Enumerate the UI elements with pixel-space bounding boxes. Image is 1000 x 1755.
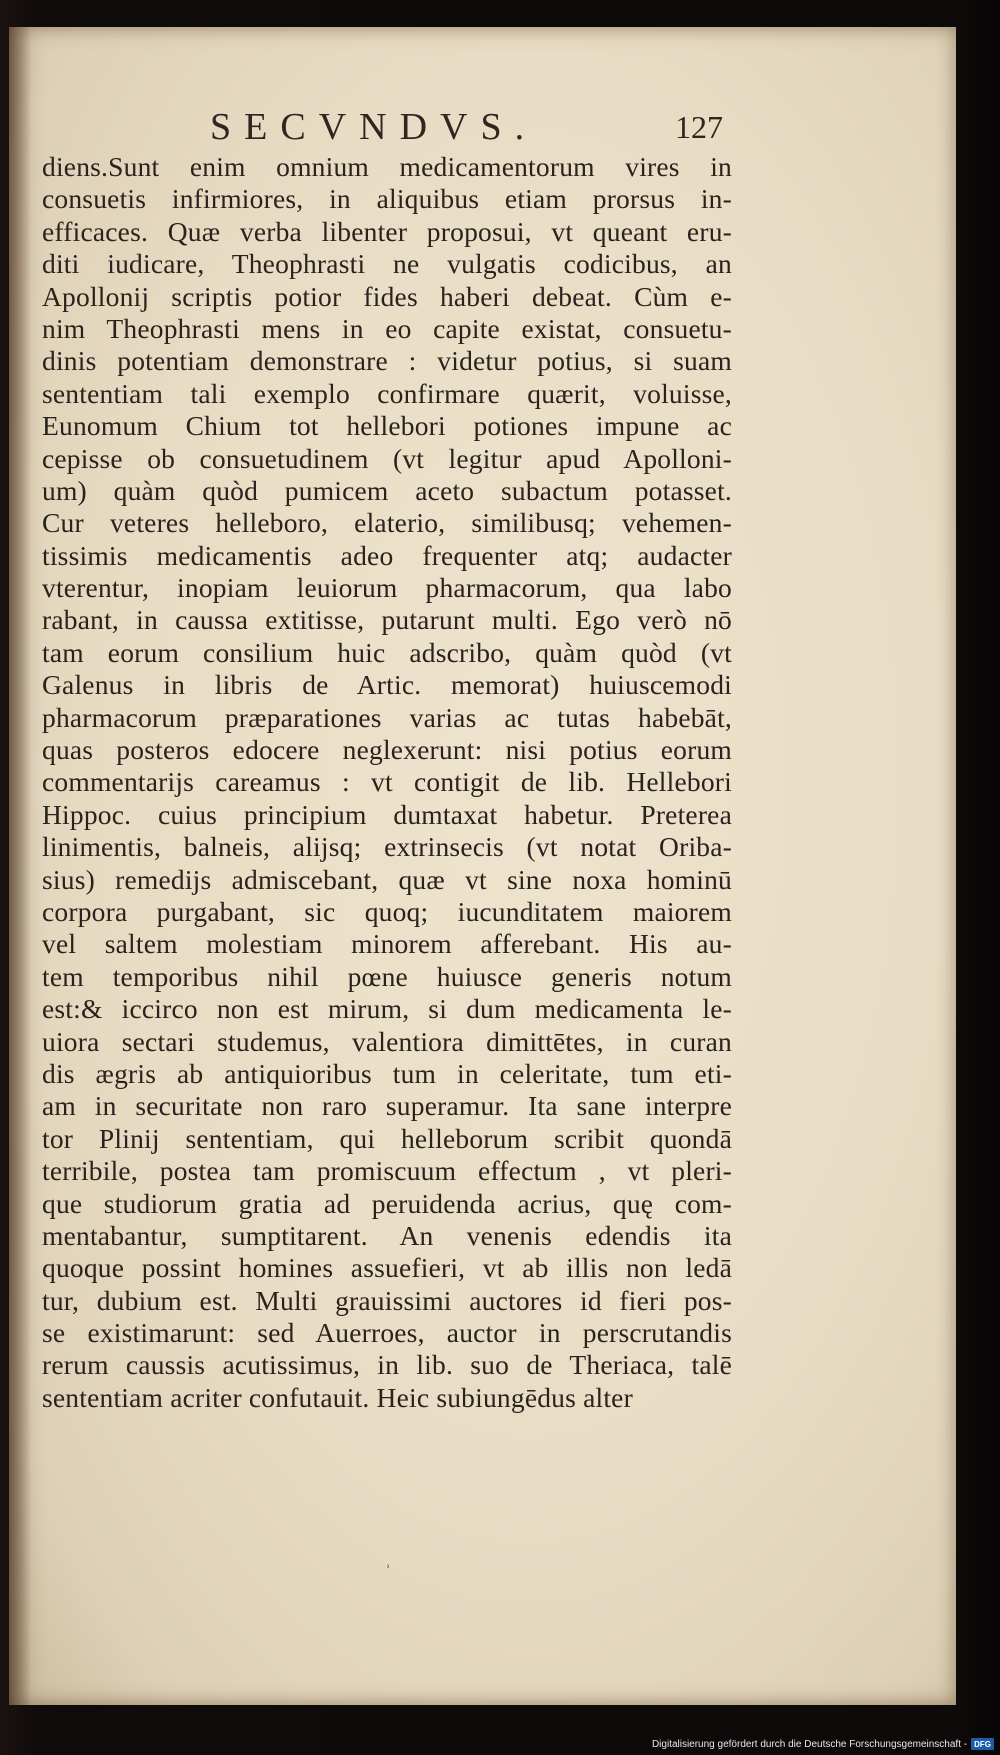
text-line: commentarijs careamus : vt contigit de lib. Hellebori (42, 766, 732, 798)
footer-credit: Digitalisierung gefördert durch die Deutsche Forschungsgemeinschaft - (651, 1738, 968, 1750)
text-line: diti iudicare, Theophrasti ne vulgatis codicibus, an (42, 248, 732, 280)
text-line: dis ægris ab antiquioribus tum in celeritate, tum eti- (42, 1057, 732, 1089)
text-line: rerum caussis acutissimus, in lib. suo de Theriaca, talē (42, 1349, 732, 1381)
text-line: vterentur, inopiam leuiorum pharmacorum, qua labo (42, 572, 732, 604)
text-line: mentabantur, sumptitarent. An venenis edendis ita (42, 1219, 732, 1251)
page-number: 127 (675, 109, 723, 145)
text-line: tissimis medicamentis adeo frequenter atq; audacter (42, 539, 732, 571)
text-line: dinis potentiam demonstrare : videtur potius, si suam (42, 345, 732, 377)
text-line: diens.Sunt enim omnium medicamentorum vires in (42, 151, 732, 182)
text-line: est:& iccirco non est mirum, si dum medicamenta le- (42, 993, 732, 1025)
text-line: rabant, in caussa extitisse, putarunt multi. Ego verò nō (42, 604, 732, 636)
text-line: pharmacorum præparationes varias ac tutas habebāt, (42, 701, 732, 733)
text-line: am in securitate non raro superamur. Ita sane interpre (42, 1090, 732, 1122)
digitization-footer (600, 1736, 994, 1752)
body-text (42, 151, 732, 1414)
text-line: quas posteros edocere neglexerunt: nisi potius eorum (42, 734, 732, 766)
text-line: se existimarunt: sed Auerroes, auctor in perscrutandis (42, 1317, 732, 1349)
text-line: um) quàm quòd pumicem aceto subactum potasset. (42, 474, 732, 506)
text-line: terribile, postea tam promiscuum effectum , vt pleri- (42, 1155, 732, 1187)
text-line: linimentis, balneis, alijsq; extrinsecis (vt notat Oriba- (42, 831, 732, 863)
running-head-title: SECVNDVS. (210, 106, 538, 148)
text-line: corpora purgabant, sic quoq; iucunditatem maiorem (42, 895, 732, 927)
text-line: efficaces. Quæ verba libenter proposui, vt queant eru- (42, 215, 732, 247)
text-line: sententiam tali exemplo confirmare quærit, voluisse, (42, 377, 732, 409)
running-head (0, 105, 1000, 155)
text-line: sius) remedijs admiscebant, quæ vt sine noxa hominū (42, 863, 732, 895)
text-line: tem temporibus nihil pœne huiusce generis notum (42, 960, 732, 992)
text-line: tam eorum consilium huic adscribo, quàm quòd (vt (42, 636, 732, 668)
text-line: sententiam acriter confutauit. Heic subiungēdus alter (42, 1381, 633, 1413)
text-line: nim Theophrasti mens in eo capite existat, consuetu- (42, 312, 732, 344)
ink-spot: ˒ (385, 1553, 391, 1573)
text-line: consuetis infirmiores, in aliquibus etiam prorsus in- (42, 183, 732, 215)
text-line: Eunomum Chium tot hellebori potiones impune ac (42, 410, 732, 442)
text-line: quoque possint homines assuefieri, vt ab illis non ledā (42, 1252, 732, 1284)
text-line: Galenus in libris de Artic. memorat) huiuscemodi (42, 669, 732, 701)
text-line: cepisse ob consuetudinem (vt legitur apud Apolloni- (42, 442, 732, 474)
text-line: que studiorum gratia ad peruidenda acrius, quę com- (42, 1187, 732, 1219)
text-line: vel saltem molestiam minorem afferebant. His au- (42, 928, 732, 960)
text-line: Hippoc. cuius principium dumtaxat habetur. Preterea (42, 798, 732, 830)
dfg-logo-icon: DFG (971, 1738, 994, 1750)
text-line: uiora sectari studemus, valentiora dimittētes, in curan (42, 1025, 732, 1057)
text-line: Cur veteres helleboro, elaterio, similibusq; vehemen- (42, 507, 732, 539)
text-line: Apollonij scriptis potior fides haberi debeat. Cùm e- (42, 280, 732, 312)
page-gutter-shadow (9, 27, 31, 1705)
text-line: tor Plinij sententiam, qui helleborum scribit quondā (42, 1122, 732, 1154)
text-line: tur, dubium est. Multi grauissimi auctores id fieri pos- (42, 1284, 732, 1316)
